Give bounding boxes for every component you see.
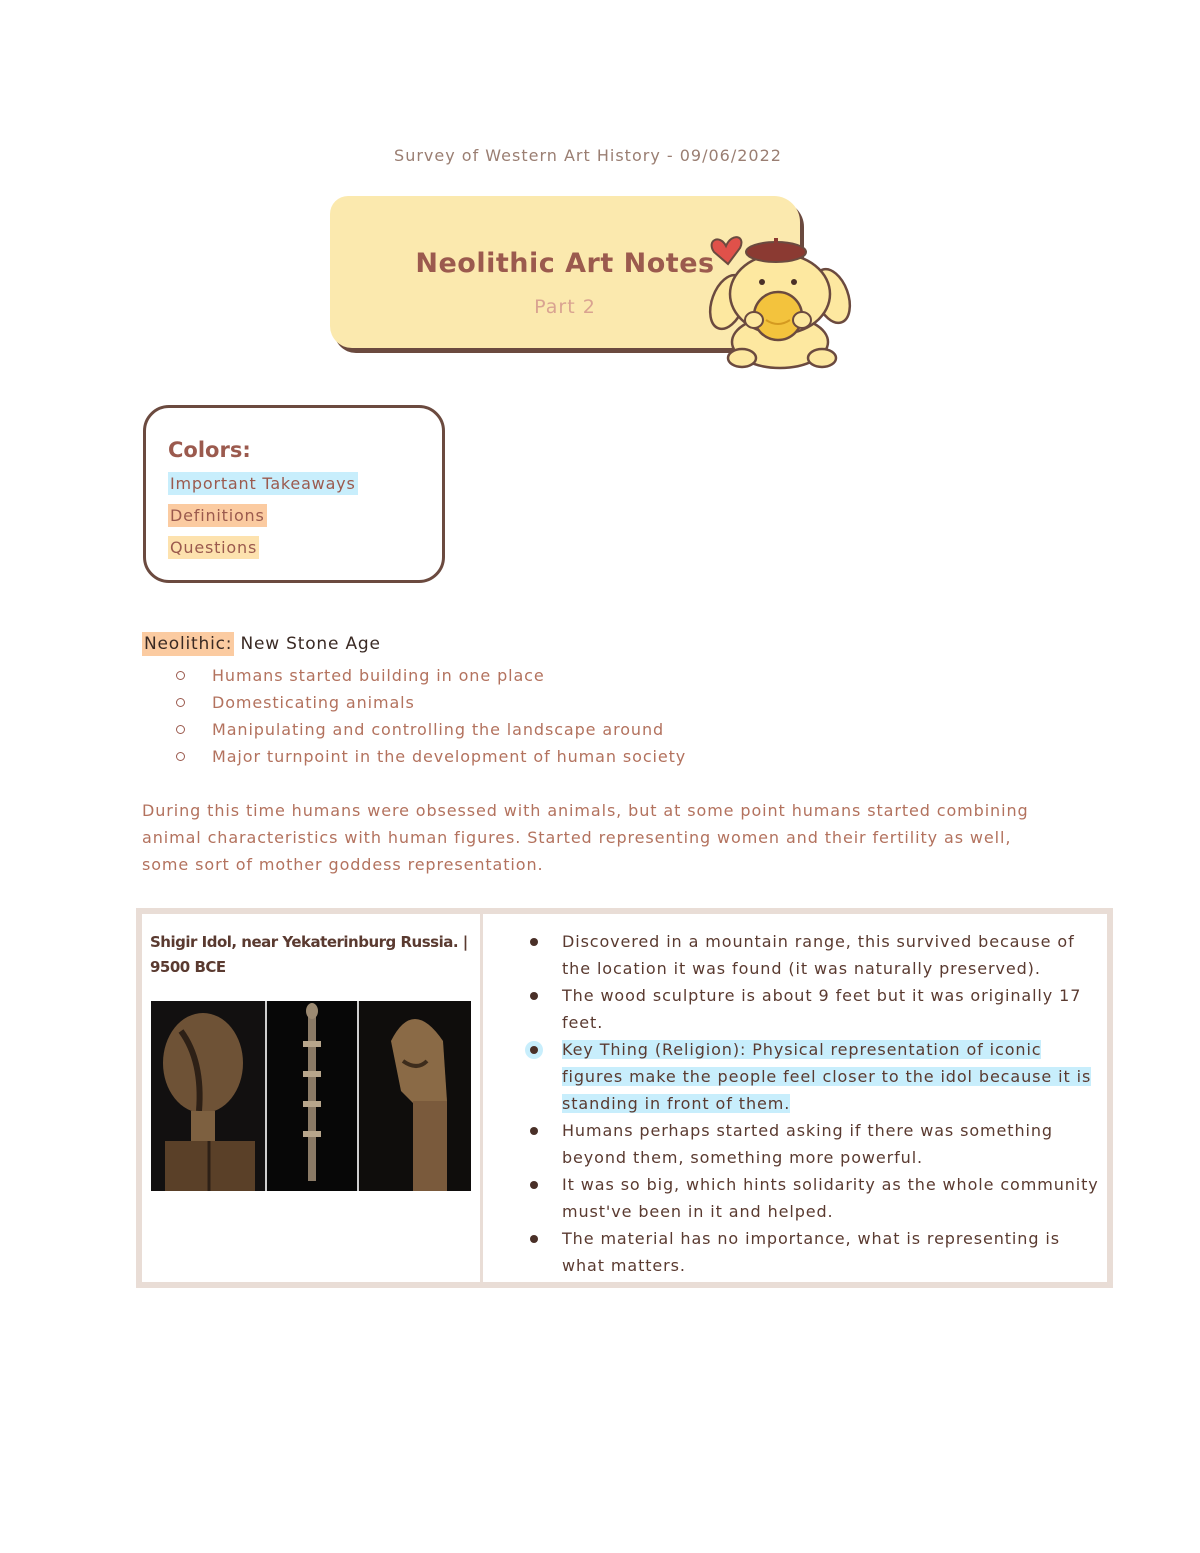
colors-legend — [143, 405, 445, 583]
list-item: Domesticating animals — [176, 689, 686, 716]
circle-bullet-icon — [176, 671, 185, 680]
legend-item-takeaways: Important Takeaways — [170, 474, 356, 493]
list-item: The material has no importance, what is representing is what matters. — [522, 1225, 1102, 1279]
bullet-dot-icon — [530, 1127, 538, 1135]
list-item: Manipulating and controlling the landscape around — [176, 716, 686, 743]
animal-paragraph: During this time humans were obsessed with animals, but at some point humans started combining animal characteristics with human figures. Started representing women and their fertility as well, some sort of mother goddess representation. — [142, 801, 1029, 874]
page-subtitle: Part 2 — [534, 296, 596, 318]
legend-title: Colors: — [168, 438, 251, 462]
list-item: Humans perhaps started asking if there was something beyond them, something more powerful. — [522, 1117, 1102, 1171]
circle-bullet-icon — [176, 752, 185, 761]
list-item-key-thing: Key Thing (Religion): Physical representation of iconic figures make the people feel closer to the idol because it is standing in front of them. — [522, 1036, 1102, 1117]
legend-item-definitions: Definitions — [170, 506, 265, 525]
bullet-dot-icon — [530, 1181, 538, 1189]
bullet-dot-icon — [530, 1046, 538, 1054]
bullet-dot-icon — [530, 938, 538, 946]
circle-bullet-icon — [176, 725, 185, 734]
list-item: Major turnpoint in the development of human society — [176, 743, 686, 770]
list-item: The wood sculpture is about 9 feet but it was originally 17 feet. — [522, 982, 1102, 1036]
list-item: Humans started building in one place — [176, 662, 686, 689]
idol-caption: Shigir Idol, near Yekaterinburg Russia. | 9500 BCE — [150, 933, 468, 976]
bullet-dot-icon — [530, 992, 538, 1000]
pompompurin-mascot-icon — [706, 224, 856, 374]
list-item: Discovered in a mountain range, this survived because of the location it was found (it was naturally preserved). — [522, 928, 1102, 982]
neolithic-definition — [142, 634, 381, 654]
shigir-idol-image — [151, 1001, 471, 1191]
neolithic-meaning: New Stone Age — [234, 634, 381, 654]
list-item: It was so big, which hints solidarity as the whole community must've been in it and helped. — [522, 1171, 1102, 1225]
page-title: Neolithic Art Notes — [415, 248, 715, 279]
neolithic-term: Neolithic: — [144, 634, 233, 654]
bullet-dot-icon — [530, 1235, 538, 1243]
course-header: Survey of Western Art History - 09/06/2022 — [394, 146, 782, 165]
circle-bullet-icon — [176, 698, 185, 707]
column-divider — [480, 914, 483, 1282]
legend-item-questions: Questions — [170, 538, 258, 557]
idol-table — [136, 908, 1113, 1288]
neolithic-bullets — [176, 662, 686, 770]
idol-facts — [522, 928, 1102, 1279]
